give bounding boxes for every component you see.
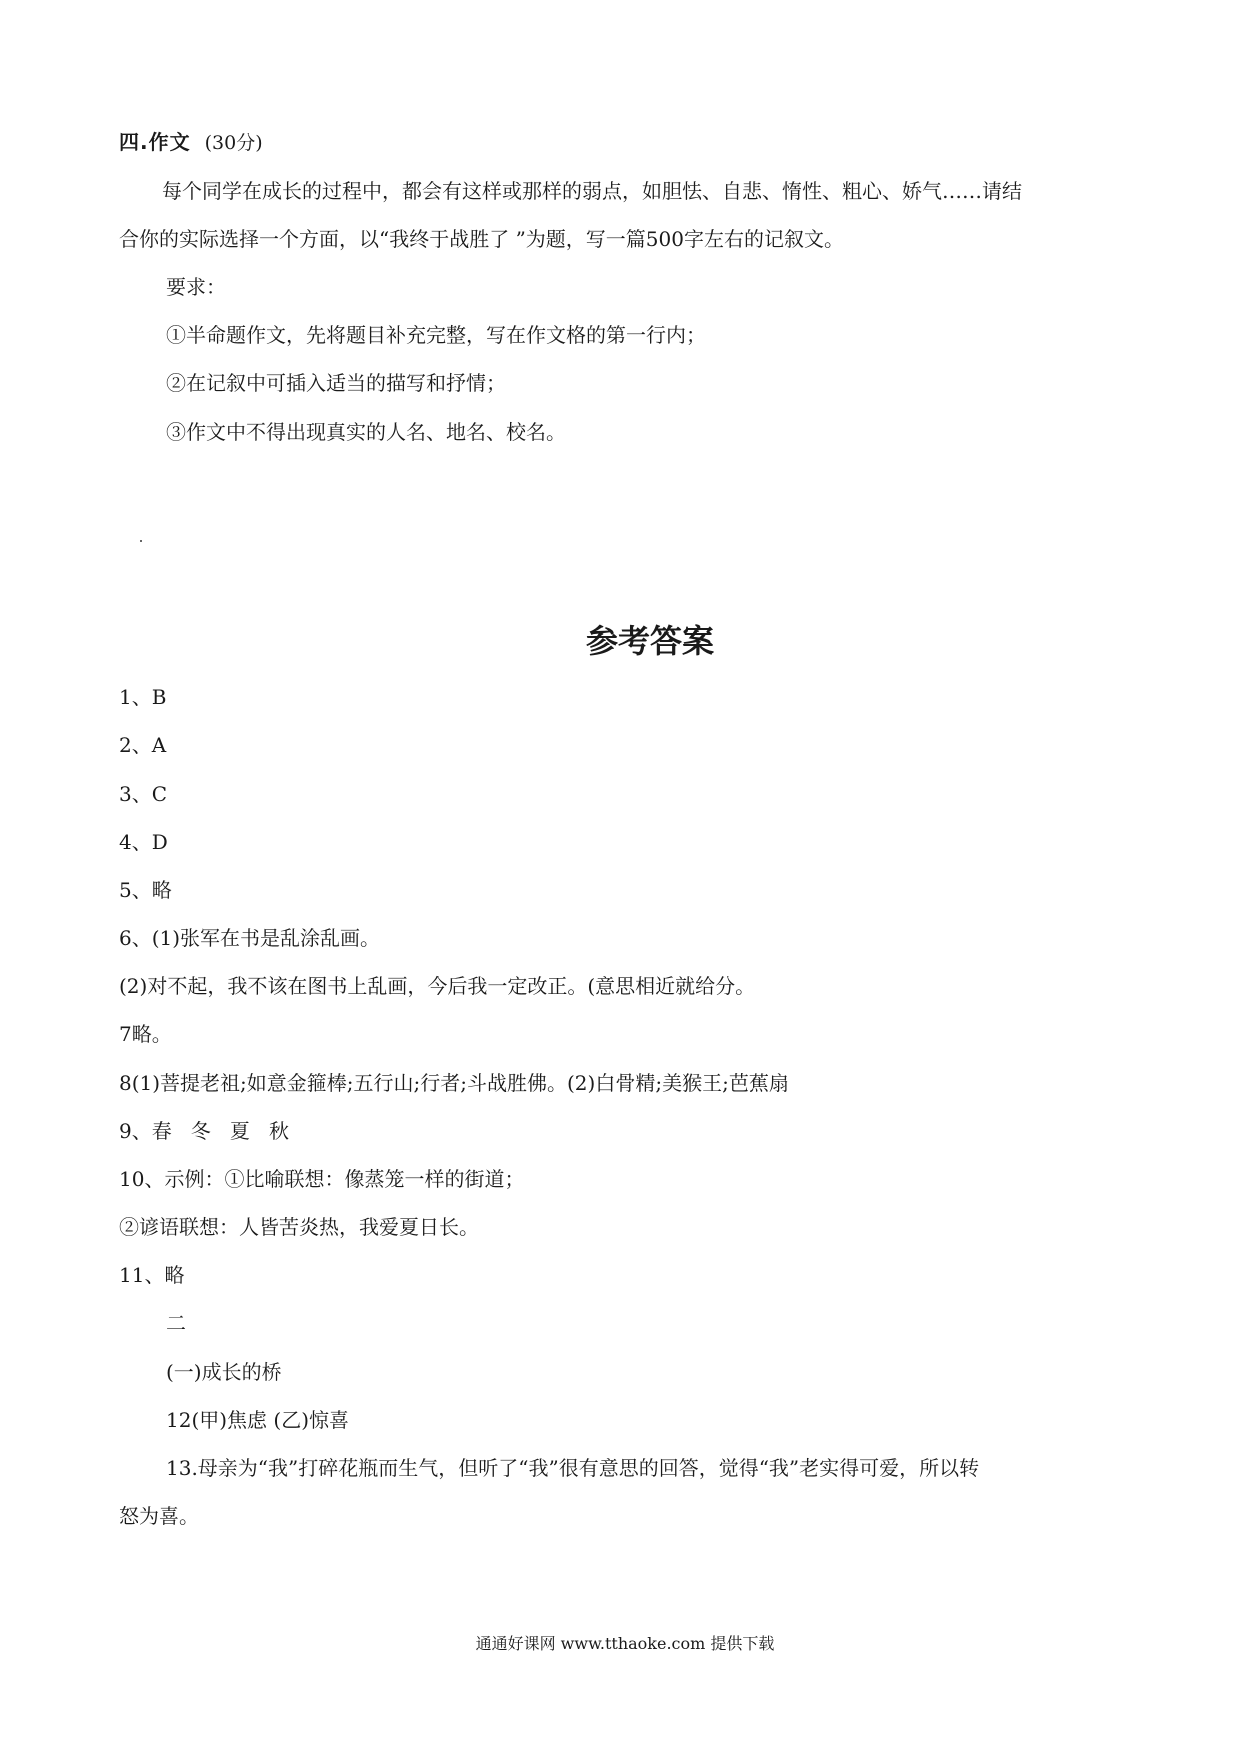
essay-requirements-label: 要求： (166, 275, 226, 299)
answer-10-part-1: 10、示例：①比喻联想：像蒸笼一样的街道； (119, 1167, 525, 1191)
answer-11: 11、略 (119, 1263, 185, 1287)
essay-prompt-line-1: 每个同学在成长的过程中，都会有这样或那样的弱点，如胆怯、自悲、惰性、粗心、娇气……请结 (162, 179, 1022, 203)
page-footer: 通通好课网 www.tthaoke.com 提供下载 (475, 1634, 775, 1653)
part-two-label: 二 (166, 1311, 186, 1335)
answer-13-part-2: 怒为喜。 (119, 1504, 199, 1528)
answers-heading: 参考答案 (585, 622, 714, 660)
answer-13-part-1: 13.母亲为“我”打碎花瓶而生气，但听了“我”很有意思的回答，觉得“我”老实得可爱，所以转 (166, 1456, 980, 1480)
answer-1: 1、B (119, 685, 167, 709)
answer-5: 5、略 (119, 878, 172, 902)
essay-prompt-line-2: 合你的实际选择一个方面，以“我终于战胜了 ”为题，写一篇500字左右的记叙文。 (119, 227, 844, 251)
subsection-title: (一)成长的桥 (166, 1360, 282, 1384)
answer-3: 3、C (119, 782, 168, 806)
answer-4: 4、D (119, 830, 168, 854)
essay-section-title (119, 128, 263, 157)
essay-requirement-2: ②在记叙中可插入适当的描写和抒情； (166, 371, 506, 395)
answer-8: 8(1)菩提老祖;如意金箍棒;五行山;行者;斗战胜佛。(2)白骨精;美猴王;芭蕉扇 (119, 1071, 789, 1095)
answer-7: 7略。 (119, 1022, 172, 1046)
essay-title: 四.作文 (119, 130, 191, 154)
answer-6-part-1: 6、(1)张军在书是乱涂乱画。 (119, 926, 381, 950)
answer-6-part-2: (2)对不起，我不该在图书上乱画，今后我一定改正。(意思相近就给分。 (119, 974, 756, 998)
essay-points: (30分) (204, 132, 263, 154)
scan-speck (140, 540, 142, 542)
essay-requirement-3: ③作文中不得出现真实的人名、地名、校名。 (166, 420, 566, 444)
answer-10-part-2: ②谚语联想：人皆苦炎热，我爱夏日长。 (119, 1215, 479, 1239)
answer-12: 12(甲)焦虑 (乙)惊喜 (166, 1408, 350, 1432)
answer-2: 2、A (119, 733, 167, 757)
essay-requirement-1: ①半命题作文，先将题目补充完整，写在作文格的第一行内； (166, 323, 706, 347)
answer-9: 9、春 冬 夏 秋 (119, 1119, 289, 1143)
